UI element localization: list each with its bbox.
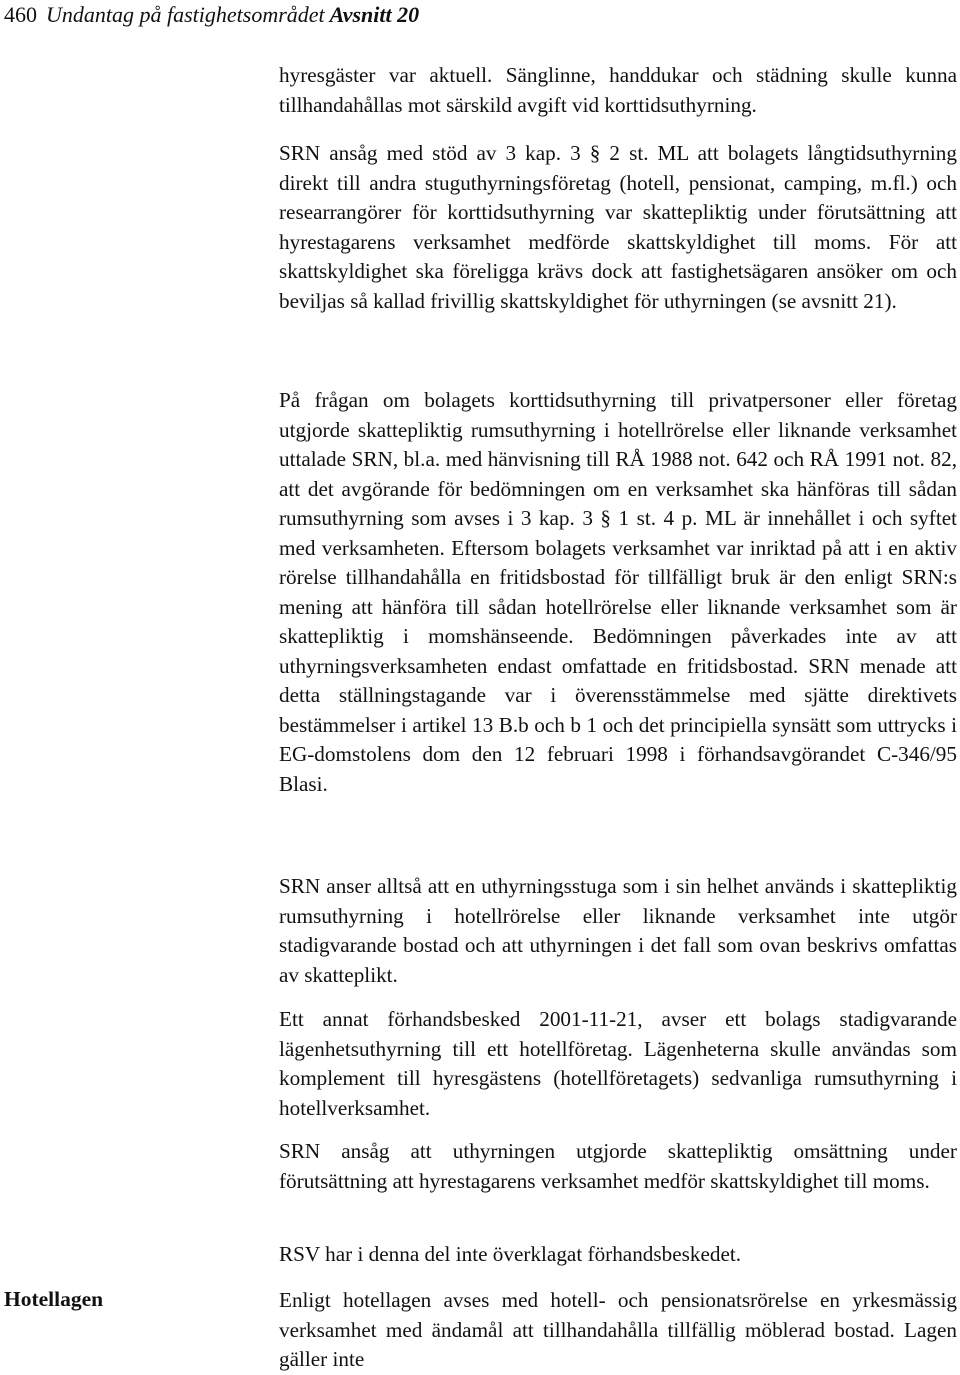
paragraph-6 [279,1137,957,1196]
paragraph-5 [279,1005,957,1123]
paragraph-4 [279,872,957,990]
paragraph-6-text: SRN ansåg att uthyrningen utgjorde skattepliktig omsättning under förutsättning att hyrestagarens verksamhet medför skattskyldighet till moms. [279,1139,957,1193]
chapter-title: Undantag på fastighetsområdet [46,2,325,27]
paragraph-3-text: På frågan om bolagets korttidsuthyrning till privatpersoner eller företag utgjorde skattepliktig rumsuthyrning i hotellrörelse eller liknande verksamhet uttalade SRN, bl.a. med hänvisning till RÅ 1988 not. 642 och RÅ 1991 not. 82, att det avgörande för bedömningen om en verksamhet ska hänföras till sådan rumsuthyrning som avses i 3 kap. 3 § 1 st. 4 p. ML är innehållet i och syftet med verksamheten. Eftersom bolagets verksamhet var inriktad på att i en aktiv rörelse tillhandahålla en fritidsbostad för tillfälligt bruk är den enligt SRN:s mening att hänföra till sådan hotellrörelse eller liknande verksamhet som är skattepliktig i momshänseende. Bedömningen påverkades inte av att uthyrningsverksamheten endast omfattade en fritidsbostad. SRN menade att detta ställningstagande var i överensstämmelse med sjätte direktivets bestämmelser i artikel 13 B.b och b 1 och det principiella synsätt som uttrycks i EG-domstolens dom den 12 februari 1998 i förhandsavgörandet C-346/95 Blasi. [279,388,957,796]
paragraph-5-text: Ett annat förhandsbesked 2001-11-21, avser ett bolags stadigvarande lägenhetsuthyrning till ett hotellföretag. Lägenheterna skulle användas som komplement till hyresgästens (hotellföretagets) sedvanliga rumsuthyrning i hotellverksamhet. [279,1007,957,1120]
paragraph-2 [279,139,957,316]
paragraph-3 [279,386,957,799]
page-number: 460 [4,2,37,27]
paragraph-1-text: hyresgäster var aktuell. Sänglinne, handdukar och städning skulle kunna tillhandahållas mot särskild avgift vid korttidsuthyrning. [279,63,957,117]
margin-heading-hotellagen: Hotellagen [4,1287,104,1311]
paragraph-8 [279,1286,957,1375]
paragraph-2-text: SRN ansåg med stöd av 3 kap. 3 § 2 st. ML att bolagets långtidsuthyrning direkt till andra stuguthyrningsföretag (hotell, pensionat, camping, m.fl.) och researrangörer för korttidsuthyrning var skattepliktig under förutsättning att hyrestagarens verksamhet medförde skattskyldighet till moms. För att skattskyldighet ska föreligga krävs dock att fastighetsägaren ansöker om och beviljas så kallad frivillig skattskyldighet för uthyrningen (se avsnitt 21). [279,141,957,313]
section-label: Avsnitt 20 [329,2,420,27]
paragraph-7 [279,1240,957,1270]
paragraph-7-text: RSV har i denna del inte överklagat förhandsbeskedet. [279,1242,742,1266]
paragraph-8-text: Enligt hotellagen avses med hotell- och pensionatsrörelse en yrkesmässig verksamhet med ändamål att tillhandahålla tillfällig möblerad bostad. Lagen gäller inte [279,1288,957,1371]
running-header [4,2,419,28]
paragraph-1 [279,61,957,120]
paragraph-4-text: SRN anser alltså att en uthyrningsstuga som i sin helhet används i skattepliktig rumsuthyrning i hotellrörelse eller liknande verksamhet inte utgör stadigvarande bostad och att uthyrningen i det fall som ovan beskrivs omfattas av skatteplikt. [279,874,957,987]
